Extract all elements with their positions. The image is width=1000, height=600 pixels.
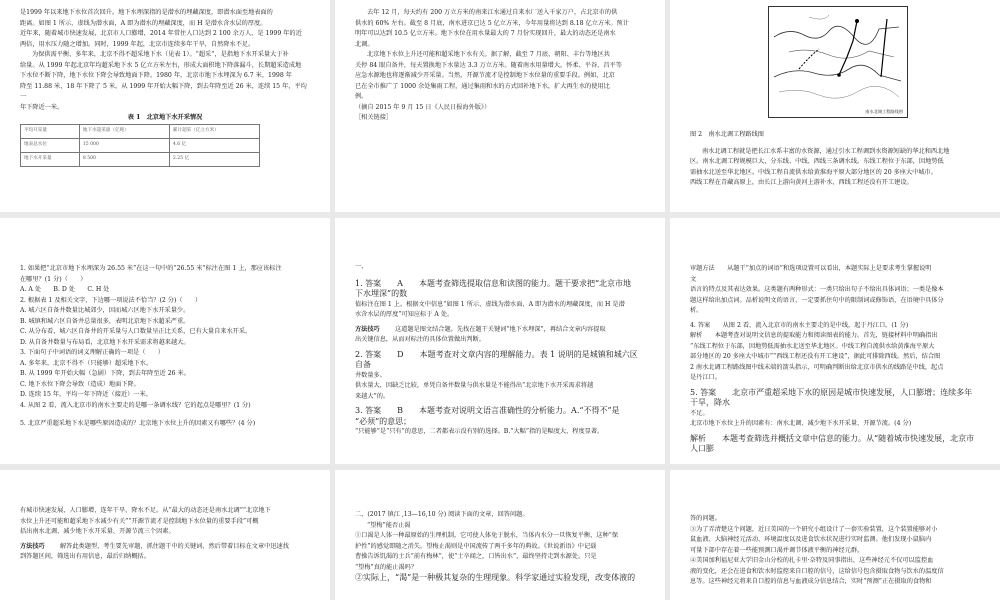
- source-note: （摘自 2015 年 9 月 15 日《人民日报海外版》）: [355, 103, 491, 111]
- page-3[interactable]: [670, 0, 1000, 212]
- text-line: 区。南水北调工程规模巨大，分东线、中线、西线三条调水线。东线工程位于东部，因地势低: [690, 158, 944, 165]
- page-7[interactable]: [0, 470, 330, 600]
- text-line: 例。: [355, 93, 368, 100]
- text-line: 为保供需平衡，多年来，北京不得不超采地下水（见表 1）。“超采”，是指地下水开采量大于补: [32, 51, 289, 58]
- table-cell: 8 500: [79, 152, 169, 166]
- text-line: 北调。: [355, 40, 374, 48]
- page-5[interactable]: [335, 218, 665, 464]
- text-line: 答的问题。: [690, 515, 721, 522]
- page-6-answers: [690, 264, 980, 455]
- question-2: 2. 根据表 1 及相关文字，下边哪一项说法不恰当？(2 分)（ ）: [20, 296, 202, 304]
- article-title: “望梅”能否止渴: [367, 521, 411, 529]
- method-text: 到答题区间，筛选出有用信息，最后归纳概括。: [20, 553, 150, 560]
- text-line: 括出南水北调、减少地下水开采量、开源节流三个因素。: [20, 528, 175, 535]
- figure-caption: 图 2 南水北调工程路线图: [690, 131, 764, 138]
- page-9[interactable]: [670, 470, 1000, 600]
- table-row: [21, 124, 260, 138]
- table-row: [21, 152, 260, 166]
- tip-text: 语言的特点及其表达效果。这类题有两种形式：一类只给出句子不给出具体词语；一类是像本: [690, 286, 944, 293]
- page-4-questions: [20, 264, 310, 430]
- answer-2-text: 井数量多。: [355, 371, 386, 379]
- text-line: 水位上升还可能和超采地下水减少有关”“开源节流才是控制地下水位量的重要手段”可概: [20, 517, 259, 525]
- method-text: 解答此类题型，考生要先审题，抓住题干中的关键词，然后带着目标在文章中迅速找: [60, 542, 289, 550]
- text-line: 降至 11.88 米，18 年下降了 5 米。从 1999 年开始大幅下降，到去年降至近 26 米，连续 15 年，平均一: [20, 82, 307, 100]
- tip-text: 审题方法 从题干“加点的词语”和选项设置可以看出，本题实际上是要求考生掌握说明: [690, 265, 932, 272]
- table-cell: 平均开采量: [21, 124, 80, 138]
- table-cell: 4.6 亿: [169, 138, 259, 152]
- option: B. 城镇和城六区自备井总量很多，表明北京地下水超采严重。: [20, 317, 190, 325]
- text-line: 南水北调工程就是把长江水系丰富的水资源，通过引水工程调到水资源短缺的华北和西北地: [702, 147, 950, 155]
- method-text: 这道题是图文结合题。先找在题干关键词“地下水埋深”，再结合文章内容提取: [395, 325, 606, 333]
- question-1: 1. 如果把“北京市地下水埋深为 26.55 米”在这一句中的“26.55 米”标注在图 1 上，那应该标注: [20, 265, 282, 272]
- text-line: 需抽水北送至华北地区。中线工程自流供水给黄淮海平原大部分地区的 20 多座大中城市。: [690, 168, 937, 176]
- answer-1-text: 水含水层的厚度”可知应标于 A 处。: [355, 311, 454, 318]
- text-line: 鼠血液、大脑神经元活动、环境温度以及进食饮水状况进行实时监测。他们发现小鼠脑内: [690, 536, 932, 543]
- text-line: “望梅”真的能止渴吗？: [355, 563, 418, 571]
- answer-2-text: 来越大”的。: [355, 392, 390, 400]
- page-9-text: [690, 514, 980, 588]
- answer-5-text: 不足。: [690, 409, 709, 417]
- text-line: 已在全市推广了 1000 余处集雨工程，通过集雨和水的方式回补地下水，扩大再生水的使用比: [355, 82, 610, 90]
- explanation: 解析 本题考查对说明文信息的提取能力和阅读图表的能力。首先，链接材料中明确指出: [690, 332, 938, 339]
- page-5-answers: [355, 262, 645, 438]
- page-1-text: [20, 8, 310, 167]
- page-6[interactable]: [670, 218, 1000, 464]
- method-text: 出关键信息，从而对标注的具体位置做出判断。: [355, 336, 485, 343]
- page-8[interactable]: [335, 470, 665, 600]
- text-line: 给量。从 1999 年起北京年均超采地下水 5 亿立方米左右，形成大面积地下降落漏斗，长期超采造成地: [20, 61, 302, 69]
- text-line: 年下降近一米。: [20, 103, 64, 111]
- text-line: 液的变化，还会在进食和饮水时监控来自口腔的信号，这给信号包含摄取食物与饮水的温度信: [690, 567, 944, 575]
- text-line: 可量下部中存在着一些能预测口渴并调节体液平衡的神经元群。: [690, 546, 864, 554]
- answer-1-cont: 下水埋深”的数: [355, 289, 408, 298]
- method-label: 方法技巧: [20, 542, 45, 550]
- text-line: ④美国加利福尼亚大学旧金山分校的扎卡里·奈特及同事指出，这些神经元不仅可以监控血: [690, 557, 934, 564]
- table-cell: 15 000: [79, 138, 169, 152]
- table-cell: 累计超采（亿立方米）: [169, 124, 259, 138]
- explanation: 是丹江口。: [690, 374, 721, 381]
- related-link-heading: ［相关链接］: [355, 114, 393, 121]
- text-line: 两倍，用水压力随之增加。同时，1999 年起，北京市连续多年干旱，自然降水不足。: [20, 40, 255, 48]
- answer-3-text: “只能够”是“只有”的意思，二者都表示没有别的选择。B.“大幅”指的是幅度大，程度显著。: [355, 428, 604, 435]
- question-5: 5. 北京严重超采地下水是哪些原因造成的？北京地下水位上升的因素又有哪些？(4 分): [20, 420, 256, 427]
- text-line: 北京地下水位上升还可能和超采地下水有关。据了解，截至 7 月底，朝阳、丰台等地区共: [367, 51, 610, 58]
- table-cell: 地下水开采量: [21, 152, 80, 166]
- option: C. 从分布看，城六区自备井的开采量与人口数量呈正比关系，已有大量自来水开采。: [20, 328, 252, 335]
- answer-1-text: 值标注在图 1 上。根据文中信息“如图 1 所示，虚线为潜水面，A 即为潜水的埋藏深度，而 H 是潜: [355, 300, 625, 308]
- text-line: ②实际上，“渴”是一种极其复杂的生理现象。科学家通过实验发现，改变体液的: [355, 573, 636, 582]
- section-intro: 二、(2017 镇江 ,13—16,10 分) 阅读下面的文章，回答问题。: [355, 511, 529, 518]
- answer-3-cont: “必须”的意思；: [355, 416, 412, 426]
- table-row: [21, 138, 260, 152]
- table-caption: 表 1 北京地下水开采情况: [127, 114, 203, 121]
- text-line: ③为了弄清楚这个问题，近日美国的一个研究小组设计了一套实验装置，这个装置能够对小: [690, 525, 938, 533]
- text-line: 西线工程在青藏高原上，由长江上游向黄河上游补水，西线工程还没有开工建设。: [690, 179, 913, 186]
- answer-3: 3. 答案 B 本题考查对说明文语言准确性的分析能力。A.“不得不”是: [355, 406, 620, 415]
- tip-text: 题这样给出加点词。品析说明文的语言，一定要抓住句中的限制词或修饰语，在语境中具体分: [690, 296, 944, 304]
- tip-text: 文: [690, 275, 697, 283]
- text-line: ①口渴是人体一种最原始的生理机制，它可使人体免于脱水，当体内水分一旦恢复平衡，这种“保: [355, 532, 619, 539]
- page-7-text: [20, 506, 310, 563]
- answer-4: 4. 答案 从图 2 看，流入北京市的南水主要走的是中线，起于丹江口。(1 分): [690, 321, 909, 329]
- explanation: “东线工程位于东部，因地势低需抽水北送至华北地区。中线工程自流供水给黄淮海平原大: [690, 342, 935, 350]
- answer-5-explanation: 解析 本题考查筛选并概括文章中信息的能力。从“随着城市快速发展，北京市人口膨: [690, 433, 975, 453]
- answer-5: 5. 答案 北京市严重超采地下水的原因是城市快速发展，人口膨增；连续多年干旱，降水: [690, 387, 973, 407]
- explanation: 部分地区的 20 多座大中城市”“西线工程还没有开工建设”，据此可排除西线。然后，结合图: [690, 353, 941, 360]
- method-label: 方法技巧: [355, 325, 380, 333]
- answer-2-text: 供水量大，因缺乏比较，单凭自备井数量与供水量是不能得出“北京地下水开采需求将越: [355, 382, 594, 389]
- text-line: 距离。如图 1 所示，虚线为潜水面，A 即为潜水的埋藏深度，而 H 是潜水含水层的厚度。: [20, 19, 267, 27]
- question-1-options: A. A 处 B. D 处 C. H 处: [20, 286, 110, 293]
- text-line: 明年可以达到 10.5 亿立方米。地下水位在用水量最大的 7 月份实现回升，最大的动态还是南水: [355, 30, 616, 37]
- option: B. 从 1999 年开始大幅（急剧）下降，到去年降至近 26 米。: [20, 370, 190, 377]
- tip-text: 析。: [690, 307, 703, 314]
- table-cell: 地下水超采量（亿吨）: [79, 124, 169, 138]
- text-line: 有城市快速发展，人口膨增，连年干旱，降水不足。从“最大的动态还是南水北调”“北京地下: [20, 507, 271, 514]
- map-label: 南水北调工程路线图: [865, 109, 903, 114]
- option: D. 连续 15 年，平均一年下降近（接近）一米。: [20, 391, 152, 398]
- option: A. 城六区自备井数量比城郊少，因而城六区地下水开采量少。: [20, 307, 190, 314]
- option: D. 从自备井数量与布局看，北京地下水开采需求将越来越大。: [20, 338, 190, 346]
- question-4: 4. 从图 2 看，流入北京市的南水主要走的是哪一条调水线？它的起点是哪里？(1 分): [20, 401, 251, 409]
- route-map-drawing: [769, 7, 907, 117]
- page-2-text: [355, 8, 645, 124]
- text-line: 去年 12 月，每天约有 200 万立方米的南来江水通过自来水厂送入千家万户，占北京市的供: [367, 9, 618, 16]
- page-4[interactable]: [0, 218, 330, 464]
- text-line: 关停 84 眼自备井，每天置换地下水量达 3.3 万立方米。随着南水用量增大，怀柔、平谷、昌平等: [355, 61, 622, 69]
- table-cell: 地表总水位: [21, 138, 80, 152]
- route-map: [768, 6, 908, 118]
- text-line: 下水位不断下降，地下水位下降会导致地面下降。1980 年，北京市地下水埋深为 6.7 米，1998 年: [20, 72, 292, 79]
- text-line: 是1999 年以来地下水位首次回升。地下水埋深指的是潜水的埋藏深度，即潜水面至地表面的: [20, 9, 273, 16]
- page-3-text: [690, 130, 980, 189]
- question-1-cont: 在哪里？(1 分)（ ）: [20, 275, 87, 283]
- text-line: 息等。这些神经元将来自口腔的信息与血液成分信息结合，实时“预测”正在摄取的食物和: [690, 578, 932, 585]
- groundwater-table: [20, 124, 260, 167]
- text-line: 曹操告诉饥渴的士兵“前有梅林”，使“士卒闻之，口皆出水”，最终坚持走到水源处。只是: [355, 553, 597, 560]
- section-heading: 一、: [355, 263, 368, 270]
- page-1[interactable]: [0, 0, 330, 212]
- question-3: 3. 下面句子中词语的词义理解正确的一项是（ ）: [20, 349, 164, 356]
- page-2[interactable]: [335, 0, 665, 212]
- answer-2: 2. 答案 D 本题考查对文章内容的理解能力。表 1 说明的是城镇和城六区自备: [355, 349, 638, 369]
- option: A. 多年来，北京不得不（只能够）超采地下水。: [20, 359, 153, 367]
- text-line: 护性”的感觉即随之消失。望梅止渴则是中国流传了两千多年的典故。《世说新语》中记载: [355, 542, 597, 550]
- table-cell: 2.25 亿: [169, 152, 259, 166]
- answer-1: 1. 答案 A 本题考查筛选提取信息和读图的能力。题干要求把“北京市地: [355, 278, 632, 288]
- page-8-text: [355, 510, 645, 584]
- answer-5-text: 北京市地下水位上升的因素有：南水北调、减少地下水开采量、开源节流。(4 分): [690, 420, 912, 427]
- text-line: 应急水源地也将逐渐减少开采量。当然，开源节流才是控制地下水位量的重要手段。例如，北京: [355, 72, 615, 79]
- text-line: 近年来，随着城市快速发展，北京市人口膨增，2014 年常住人口达到 2 100 余万人，是 1999 年的近: [20, 30, 302, 37]
- explanation: 2 南水北调工程路线图中线末端的箭头指示，可明确判断出给北京市供水的线路是中线，起点: [690, 363, 944, 371]
- option: C. 地下水位下降会导致（造成）地面下降。: [20, 380, 140, 388]
- text-line: 供水的 60% 左右。截至 8 月底，南水进京已达 5 亿立方米，今年用量将达到 8.18 亿立方米。预计: [355, 19, 629, 27]
